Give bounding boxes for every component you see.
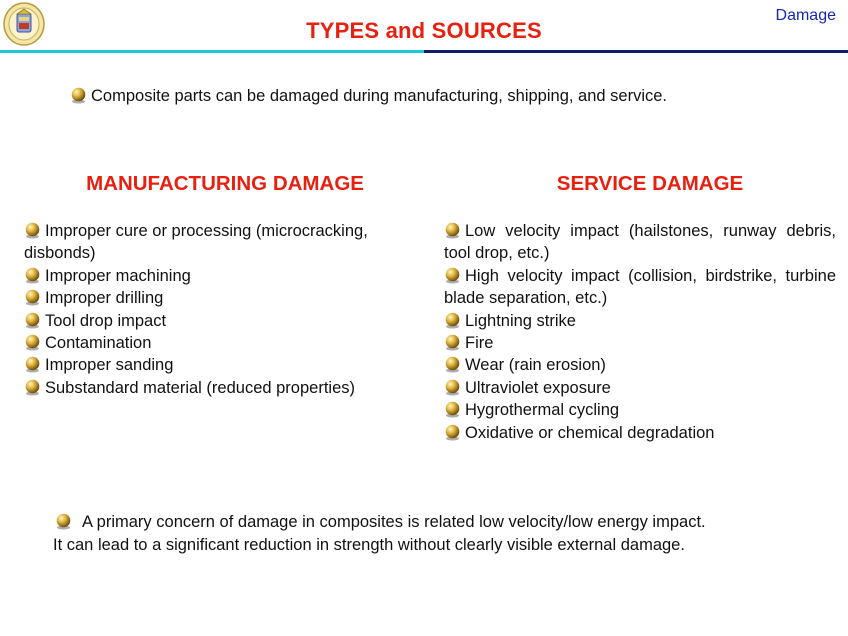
gold-sphere-bullet-icon bbox=[55, 513, 72, 530]
gold-sphere-bullet-icon bbox=[444, 334, 461, 351]
list-item-text: Improper machining bbox=[45, 266, 191, 285]
gold-sphere-bullet-icon bbox=[444, 401, 461, 418]
list-item-text: Fire bbox=[465, 334, 494, 353]
gold-sphere-bullet-icon bbox=[24, 356, 41, 373]
manufacturing-heading: MANUFACTURING DAMAGE bbox=[86, 172, 364, 195]
service-heading: SERVICE DAMAGE bbox=[556, 172, 744, 195]
list-item bbox=[24, 332, 420, 354]
concern-line-1 bbox=[53, 511, 813, 534]
list-item bbox=[24, 310, 420, 332]
list-item bbox=[24, 354, 420, 376]
header-rule-left bbox=[0, 50, 424, 53]
concern-statement bbox=[53, 511, 813, 557]
list-item-text: High velocity impact (collision, birdstrike, turbine blade separation, etc.) bbox=[444, 266, 836, 308]
manufacturing-damage-list bbox=[24, 220, 420, 399]
list-item-text: Contamination bbox=[45, 334, 152, 353]
list-item-text: Hygrothermal cycling bbox=[465, 401, 620, 420]
gold-sphere-bullet-icon bbox=[444, 356, 461, 373]
list-item bbox=[444, 220, 836, 265]
list-item-text: Improper cure or processing (microcracking, disbonds) bbox=[24, 222, 368, 263]
list-item bbox=[444, 354, 836, 376]
gold-sphere-bullet-icon bbox=[24, 334, 41, 351]
gold-sphere-bullet-icon bbox=[24, 379, 41, 396]
intro-text: Composite parts can be damaged during manufacturing, shipping, and service. bbox=[91, 87, 668, 105]
list-item-text: Wear (rain erosion) bbox=[465, 356, 606, 375]
list-item bbox=[444, 310, 836, 332]
list-item bbox=[24, 220, 420, 265]
list-item bbox=[444, 422, 836, 444]
page-title: TYPES and SOURCES bbox=[306, 18, 542, 43]
concern-text-1: A primary concern of damage in composites is related low velocity/low energy impact. bbox=[82, 513, 706, 531]
gold-sphere-bullet-icon bbox=[444, 424, 461, 441]
topic-label: Damage bbox=[775, 7, 836, 24]
list-item-text: Improper drilling bbox=[45, 289, 164, 308]
gold-sphere-bullet-icon bbox=[444, 222, 461, 239]
header-rule-right bbox=[424, 50, 848, 53]
gold-sphere-bullet-icon bbox=[70, 87, 87, 104]
list-item bbox=[444, 332, 836, 354]
list-item bbox=[444, 399, 836, 421]
list-item-text: Low velocity impact (hailstones, runway debris, tool drop, etc.) bbox=[444, 222, 836, 263]
gold-sphere-bullet-icon bbox=[444, 312, 461, 329]
list-item-text: Improper sanding bbox=[45, 356, 174, 375]
list-item bbox=[24, 287, 420, 309]
gold-sphere-bullet-icon bbox=[24, 267, 41, 284]
list-item-text: Substandard material (reduced properties) bbox=[45, 378, 355, 397]
list-item-text: Lightning strike bbox=[465, 311, 576, 330]
gold-sphere-bullet-icon bbox=[24, 222, 41, 239]
list-item-text: Tool drop impact bbox=[45, 311, 167, 330]
list-item bbox=[24, 377, 420, 399]
intro-statement bbox=[70, 87, 667, 106]
gold-sphere-bullet-icon bbox=[444, 267, 461, 284]
service-damage-list bbox=[444, 220, 836, 444]
gold-sphere-bullet-icon bbox=[24, 312, 41, 329]
list-item bbox=[444, 265, 836, 310]
gold-sphere-bullet-icon bbox=[444, 379, 461, 396]
list-item bbox=[444, 377, 836, 399]
list-item bbox=[24, 265, 420, 287]
list-item-text: Oxidative or chemical degradation bbox=[465, 423, 715, 442]
concern-line-2: It can lead to a significant reduction in strength without clearly visible external damage. bbox=[53, 536, 685, 554]
gold-sphere-bullet-icon bbox=[24, 289, 41, 306]
list-item-text: Ultraviolet exposure bbox=[465, 378, 611, 397]
